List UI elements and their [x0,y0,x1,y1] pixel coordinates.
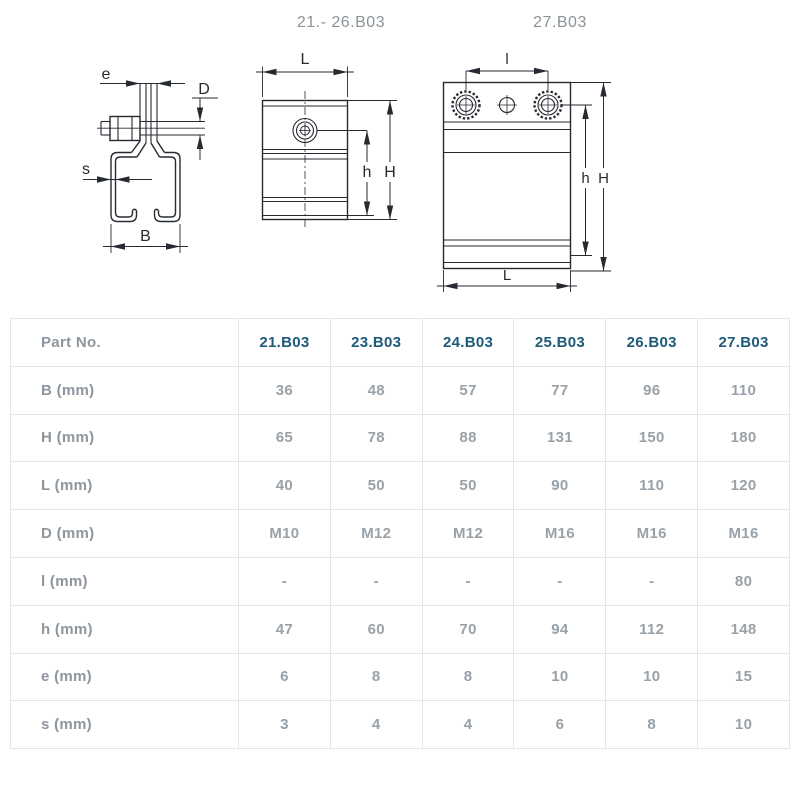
cell-value: 10 [606,653,698,701]
row-label: B (mm) [11,366,239,414]
cell-value: M16 [698,510,790,558]
cell-value: M16 [514,510,606,558]
cell-value: 36 [239,366,331,414]
cell-value: M12 [330,510,422,558]
row-label: h (mm) [11,605,239,653]
cell-value: 94 [514,605,606,653]
cell-value: 65 [239,414,331,462]
drawing-title-21-26: 21.- 26.B03 [296,14,386,31]
column-header-24b03: 24.B03 [422,319,514,367]
cell-value: 10 [514,653,606,701]
cell-value: 8 [606,701,698,749]
cell-value: 60 [330,605,422,653]
row-label: e (mm) [11,653,239,701]
cell-value: - [606,557,698,605]
cell-value: 50 [330,462,422,510]
table-row-s [11,701,790,749]
column-header-21b03: 21.B03 [239,319,331,367]
cell-value: - [514,557,606,605]
cell-value: 8 [422,653,514,701]
dim-label-H: H [598,170,609,187]
dim-label-H: H [384,164,396,181]
cell-value: 4 [422,701,514,749]
cell-value: 70 [422,605,514,653]
table-row-D [11,510,790,558]
table-row-h [11,605,790,653]
table-header-row [11,319,790,367]
dim-label-B: B [140,228,151,245]
cell-value: 96 [606,366,698,414]
drawing-21-26-side-view [256,51,398,230]
cell-value: 120 [698,462,790,510]
cell-value: 112 [606,605,698,653]
cell-value: M10 [239,510,331,558]
column-header-25b03: 25.B03 [514,319,606,367]
cell-value: 10 [698,701,790,749]
cell-value: 110 [698,366,790,414]
dim-label-l: l [505,51,509,68]
table-row-L [11,462,790,510]
hanger-plates [132,84,165,157]
table-row-e [11,653,790,701]
flange-bolt-right [535,92,562,119]
cell-value: 8 [330,653,422,701]
drawing-bracket-front-view [82,66,218,253]
cell-value: M16 [606,510,698,558]
dim-label-L: L [502,267,512,284]
cell-value: 90 [514,462,606,510]
table-row-B [11,366,790,414]
column-header-27b03: 27.B03 [698,319,790,367]
dimension-table [10,318,790,749]
part-no-header: Part No. [11,319,239,367]
row-label: H (mm) [11,414,239,462]
cell-value: - [422,557,514,605]
column-header-26b03: 26.B03 [606,319,698,367]
cell-value: 88 [422,414,514,462]
cell-value: 80 [698,557,790,605]
drawing-title-27: 27.B03 [533,14,587,31]
center-hole [497,95,517,115]
cell-value: - [239,557,331,605]
dim-label-h: h [581,170,590,187]
cell-value: 57 [422,366,514,414]
row-label: l (mm) [11,557,239,605]
cell-value: 150 [606,414,698,462]
cell-value: 3 [239,701,331,749]
cell-value: 48 [330,366,422,414]
cell-value: 180 [698,414,790,462]
dim-label-h: h [362,164,372,181]
cell-value: 78 [330,414,422,462]
cell-value: 6 [239,653,331,701]
row-label: D (mm) [11,510,239,558]
row-label: L (mm) [11,462,239,510]
column-header-23b03: 23.B03 [330,319,422,367]
cell-value: 4 [330,701,422,749]
cell-value: 15 [698,653,790,701]
cell-value: 50 [422,462,514,510]
table-row-H [11,414,790,462]
drawing-27-side-view [437,51,611,292]
cell-value: M12 [422,510,514,558]
cell-value: 6 [514,701,606,749]
cell-value: 77 [514,366,606,414]
table-row-l [11,557,790,605]
drawings-svg [0,0,800,318]
dim-label-L: L [300,51,310,68]
dim-label-D: D [198,81,210,98]
cell-value: 110 [606,462,698,510]
dim-label-e: e [101,66,111,83]
cell-value: 131 [514,414,606,462]
cell-value: 40 [239,462,331,510]
technical-drawings [0,0,800,318]
cell-value: 148 [698,605,790,653]
cell-value: 47 [239,605,331,653]
dim-label-s: s [82,161,90,178]
flange-bolt-left [453,92,480,119]
cell-value: - [330,557,422,605]
row-label: s (mm) [11,701,239,749]
c-profile-outline [111,153,180,222]
